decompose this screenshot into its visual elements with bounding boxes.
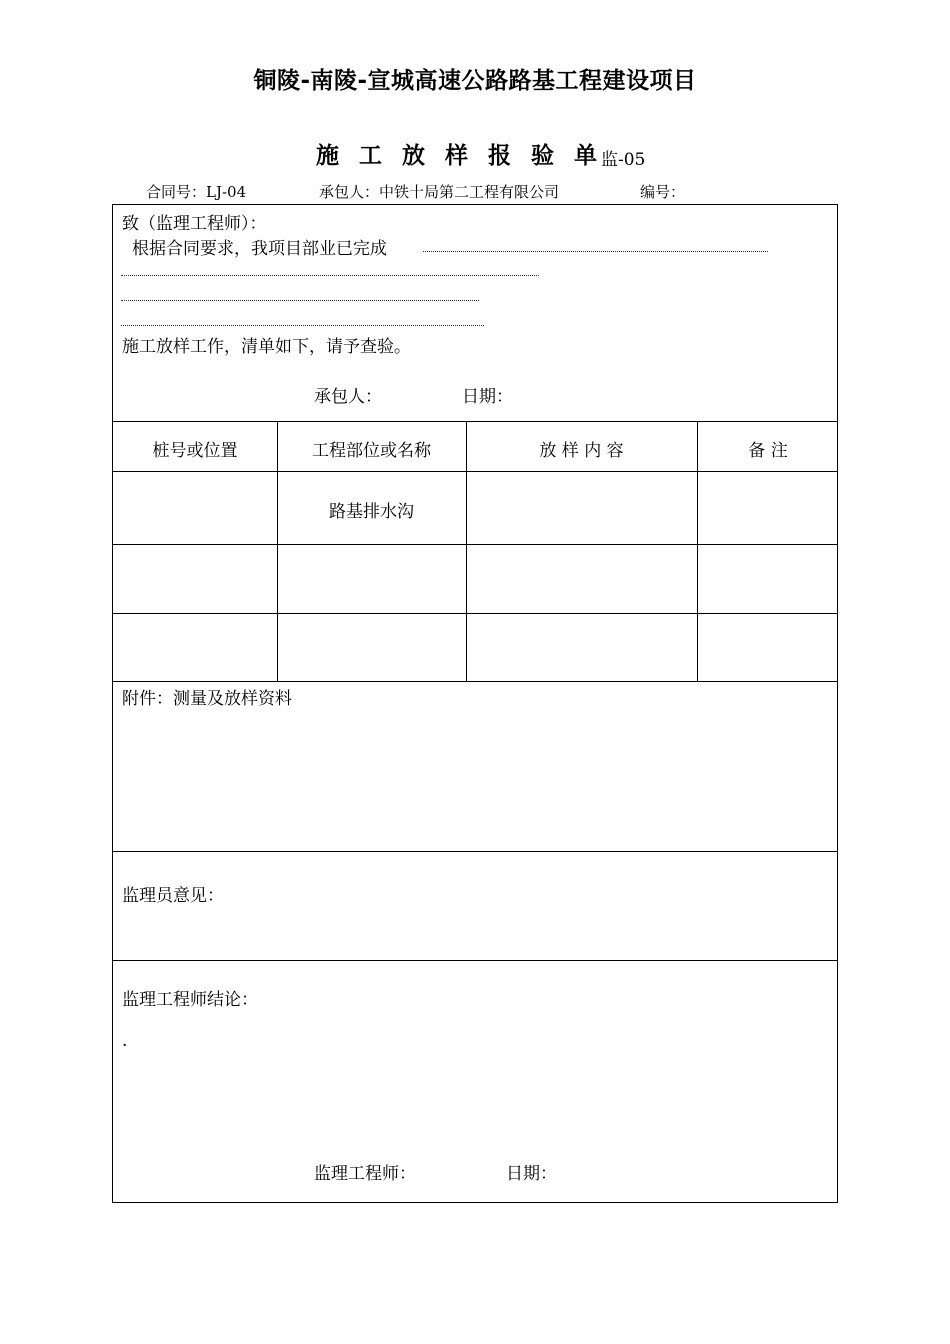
contractor-signature-label: 承包人： xyxy=(314,387,382,407)
form-title: 施 工 放 样 报 验 单 xyxy=(316,143,604,169)
engineer-conclusion-label: 监理工程师结论： xyxy=(122,990,258,1010)
conclusion-mark: . xyxy=(122,1031,128,1051)
contractor-date-label: 日期： xyxy=(462,387,513,407)
fill-line-1[interactable] xyxy=(423,251,768,252)
contract-number: 合同号：LJ-04 xyxy=(146,183,247,201)
fill-line-3[interactable] xyxy=(121,300,479,301)
contractor-name: 承包人：中铁十局第二工程有限公司 xyxy=(319,183,560,201)
engineer-date-label: 日期： xyxy=(506,1164,557,1184)
form-code: 监-05 xyxy=(601,150,646,170)
col-header-content: 放 样 内 容 xyxy=(539,441,624,461)
inspector-opinion-label: 监理员意见： xyxy=(122,886,224,906)
attachment-label: 附件：测量及放样资料 xyxy=(122,689,292,709)
serial-number-label: 编号： xyxy=(640,183,686,201)
col-header-station: 桩号或位置 xyxy=(152,441,238,461)
addressee: 致（监理工程师）： xyxy=(122,214,267,234)
request-closing: 施工放样工作，清单如下，请予查验。 xyxy=(122,337,411,357)
fill-line-2[interactable] xyxy=(121,275,539,276)
col-header-part: 工程部位或名称 xyxy=(312,441,431,461)
col-header-remarks: 备 注 xyxy=(748,441,788,461)
fill-line-4[interactable] xyxy=(121,325,484,326)
engineer-signature-label: 监理工程师： xyxy=(314,1164,416,1184)
request-intro: 根据合同要求，我项目部业已完成 xyxy=(132,239,387,259)
project-title: 铜陵-南陵-宣城高速公路路基工程建设项目 xyxy=(253,68,697,94)
table-cell[interactable]: 路基排水沟 xyxy=(329,502,414,522)
inspection-form xyxy=(112,204,838,1203)
